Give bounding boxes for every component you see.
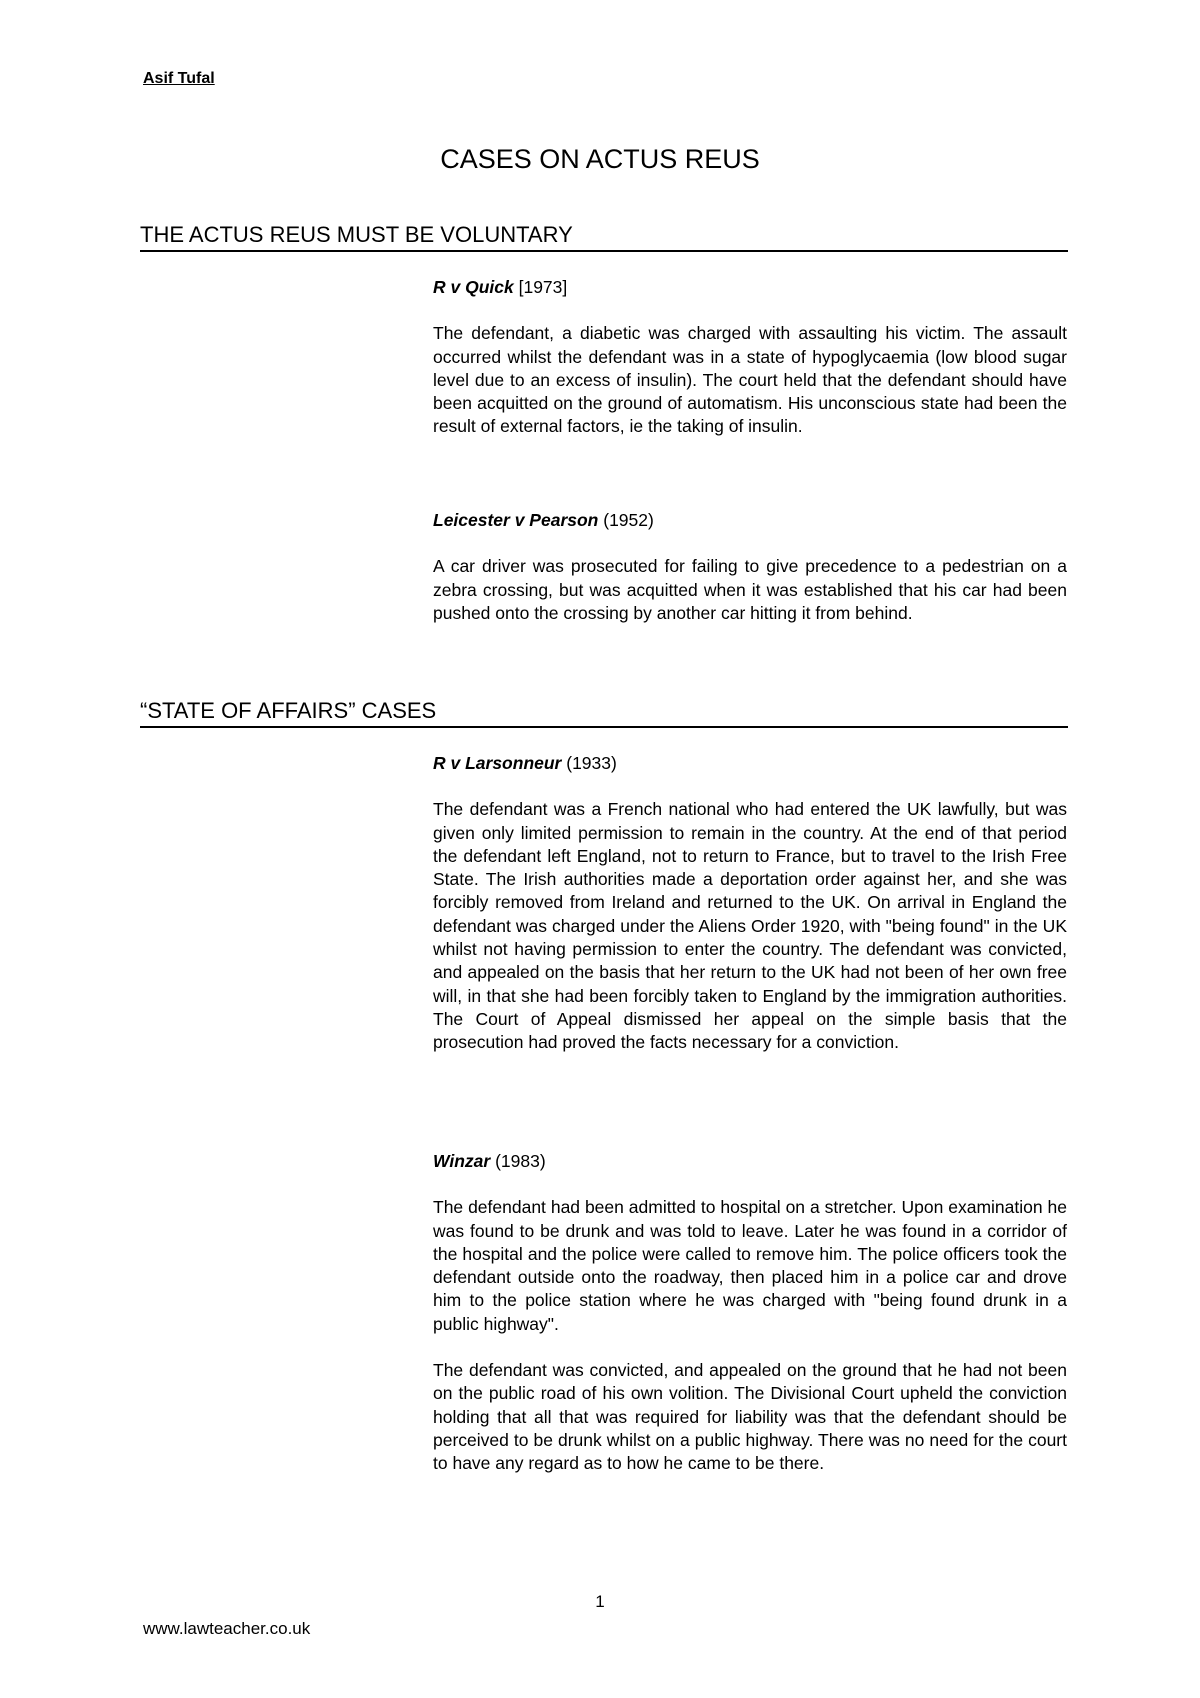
case-leicester-v-pearson [433,509,1067,648]
case-year: (1933) [561,753,617,773]
case-paragraph: A car driver was prosecuted for failing to give precedence to a pedestrian on a zebra crossing, but was acquitted when it was established that his car had been pushed onto the crossing by another car hitting it from behind. [433,556,1067,623]
section-heading-state-of-affairs: “STATE OF AFFAIRS” CASES [140,698,1068,728]
case-title [433,1150,1067,1173]
case-paragraph: The defendant was convicted, and appealed on the ground that he had not been on the public road of his own volition. The Divisional Court upheld the conviction holding that all that was required for liability was that the defendant should be perceived to be drunk whilst on a public highway. There was no need for the court to have any regard as to how he came to be there. [433,1360,1067,1474]
case-winzar [433,1150,1067,1499]
case-name: Leicester v Pearson [433,510,599,530]
case-name: Winzar [433,1151,491,1171]
case-name: R v Larsonneur [433,753,562,773]
author-header: Asif Tufal [143,70,215,87]
case-paragraph: The defendant, a diabetic was charged with assaulting his victim. The assault occurred whilst the defendant was in a state of hypoglycaemia (low blood sugar level due to an excess of insulin). The court held that the defendant should have been acquitted on the ground of automatism. His unconscious state had been the result of external factors, ie the taking of insulin. [433,323,1067,437]
page-number: 1 [595,1592,605,1611]
case-year: (1983) [490,1151,546,1171]
case-r-v-larsonneur [433,752,1067,1078]
case-title [433,752,1067,775]
page-title: CASES ON ACTUS REUS [440,144,760,174]
case-paragraph: The defendant was a French national who had entered the UK lawfully, but was given only limited permission to remain in the country. At the end of that period the defendant left England, not to return to France, but to travel to the Irish Free State. The Irish authorities made a deportation order against her, and she was forcibly removed from Ireland and returned to the UK. On arrival in England the defendant was charged under the Aliens Order 1920, with "being found" in the UK whilst not having permission to enter the country. The defendant was convicted, and appealed on the basis that her return to the UK had not been of her own free will, in that she had been forcibly taken to England by the immigration authorities. The Court of Appeal dismissed her appeal on the simple basis that the prosecution had proved the facts necessary for a conviction. [433,799,1067,1053]
case-year: (1952) [598,510,654,530]
case-year: [1973] [513,277,568,297]
case-paragraph: The defendant had been admitted to hospital on a stretcher. Upon examination he was found to be drunk and was told to leave. Later he was found in a corridor of the hospital and the police were called to remove him. The police officers took the defendant outside onto the roadway, then placed him in a police car and drove him to the police station where he was charged with "being found drunk in a public highway". [433,1197,1067,1334]
case-r-v-quick [433,276,1067,462]
section-heading-voluntary: THE ACTUS REUS MUST BE VOLUNTARY [140,222,1068,252]
case-title [433,276,1067,299]
case-name: R v Quick [433,277,514,297]
case-title [433,509,1067,532]
footer-url: www.lawteacher.co.uk [143,1619,311,1638]
